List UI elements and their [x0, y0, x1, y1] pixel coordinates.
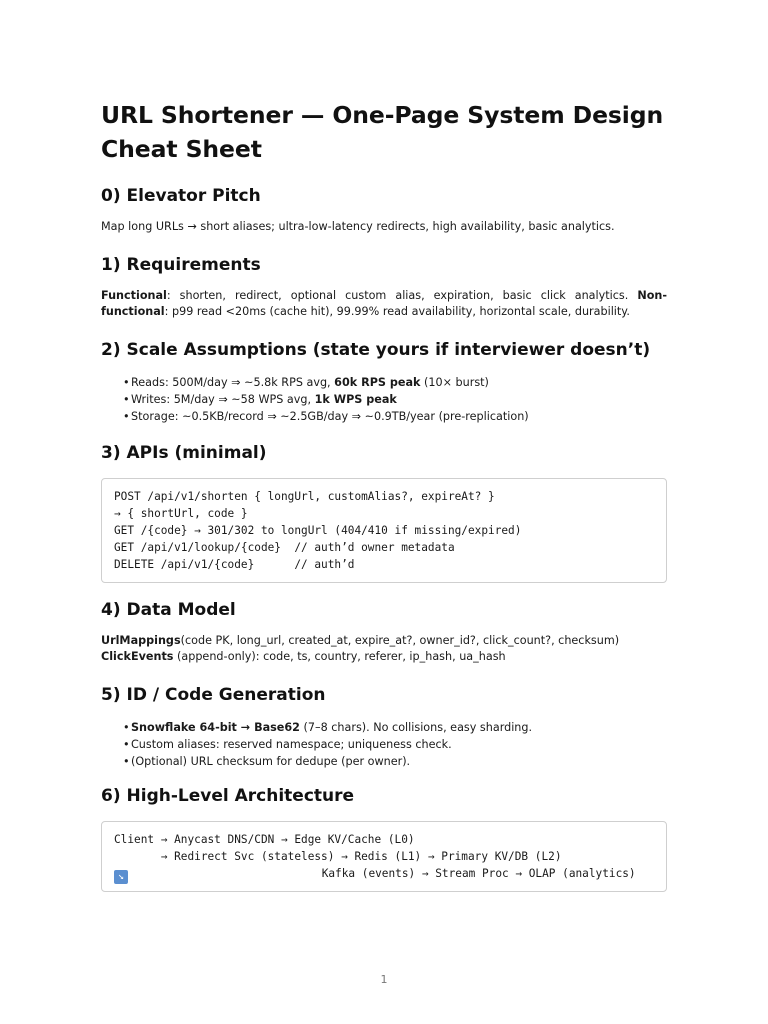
elevator-pitch-text: Map long URLs → short aliases; ultra-low-latency redirects, high availability, basic analytics. [101, 220, 615, 233]
list-item: • Storage: ~0.5KB/record ⇒ ~2.5GB/day ⇒ ~0.9TB/year (pre-replication) [123, 409, 529, 423]
code-line: ↘ Kafka (events) → Stream Proc → OLAP (analytics) [114, 865, 654, 882]
section-heading-elevator-pitch: 0) Elevator Pitch [101, 186, 261, 206]
code-line: → Redirect Svc (stateless) → Redis (L1) → Primary KV/DB (L2) [114, 849, 562, 863]
code-line: DELETE /api/v1/{code} // auth’d [114, 557, 355, 571]
code-line: GET /{code} → 301/302 to longUrl (404/410 if missing/expired) [114, 523, 522, 537]
section-heading-id-generation: 5) ID / Code Generation [101, 684, 326, 705]
id-generation-list [101, 719, 667, 770]
nonfunctional-label: Non-functional [101, 288, 667, 318]
urlmappings-label: UrlMappings [101, 633, 181, 647]
list-item: • Custom aliases: reserved namespace; uniqueness check. [123, 737, 452, 751]
code-line: → { shortUrl, code } [114, 506, 248, 520]
page-number: 1 [380, 973, 388, 986]
list-item: • Snowflake 64-bit → Base62 (7–8 chars). No collisions, easy sharding. [123, 720, 533, 734]
section-heading-requirements: 1) Requirements [101, 254, 261, 275]
api-code-block [101, 478, 667, 583]
list-item: • Writes: 5M/day ⇒ ~58 WPS avg, 1k WPS peak [123, 392, 397, 406]
functional-text: : shorten, redirect, optional custom alias, expiration, basic click analytics. [166, 288, 638, 302]
section-heading-data-model: 4) Data Model [101, 599, 236, 620]
arrow-down-right-icon: ↘ [114, 870, 128, 884]
code-line: GET /api/v1/lookup/{code} // auth’d owner metadata [114, 540, 455, 554]
architecture-code-block [101, 821, 667, 892]
list-item: • Reads: 500M/day ⇒ ~5.8k RPS avg, 60k RPS peak (10× burst) [123, 375, 489, 389]
functional-label: Functional [101, 288, 167, 302]
page-title: URL Shortener — One-Page System Design Cheat Sheet [101, 101, 664, 163]
section-heading-apis: 3) APIs (minimal) [101, 442, 267, 463]
document-page [101, 98, 667, 892]
code-line: POST /api/v1/shorten { longUrl, customAlias?, expireAt? } [114, 489, 495, 503]
clickevents-label: ClickEvents [101, 650, 174, 663]
section-heading-architecture: 6) High-Level Architecture [101, 785, 355, 806]
requirements-text [101, 288, 667, 321]
scale-assumptions-list [101, 374, 667, 425]
list-item: • (Optional) URL checksum for dedupe (per owner). [123, 754, 411, 768]
section-heading-scale-assumptions: 2) Scale Assumptions (state yours if interviewer doesn’t) [101, 339, 651, 360]
data-model-text: UrlMappings(code PK, long_url, created_at, expire_at?, owner_id?, click_count?, checksum) ClickEvents (append-only): code, ts, country, referer, ip_hash, ua_hash [101, 633, 620, 663]
code-line: Client → Anycast DNS/CDN → Edge KV/Cache (L0) [114, 832, 415, 846]
nonfunctional-text: : p99 read <20ms (cache hit), 99.99% read availability, horizontal scale, durability. [164, 305, 630, 318]
